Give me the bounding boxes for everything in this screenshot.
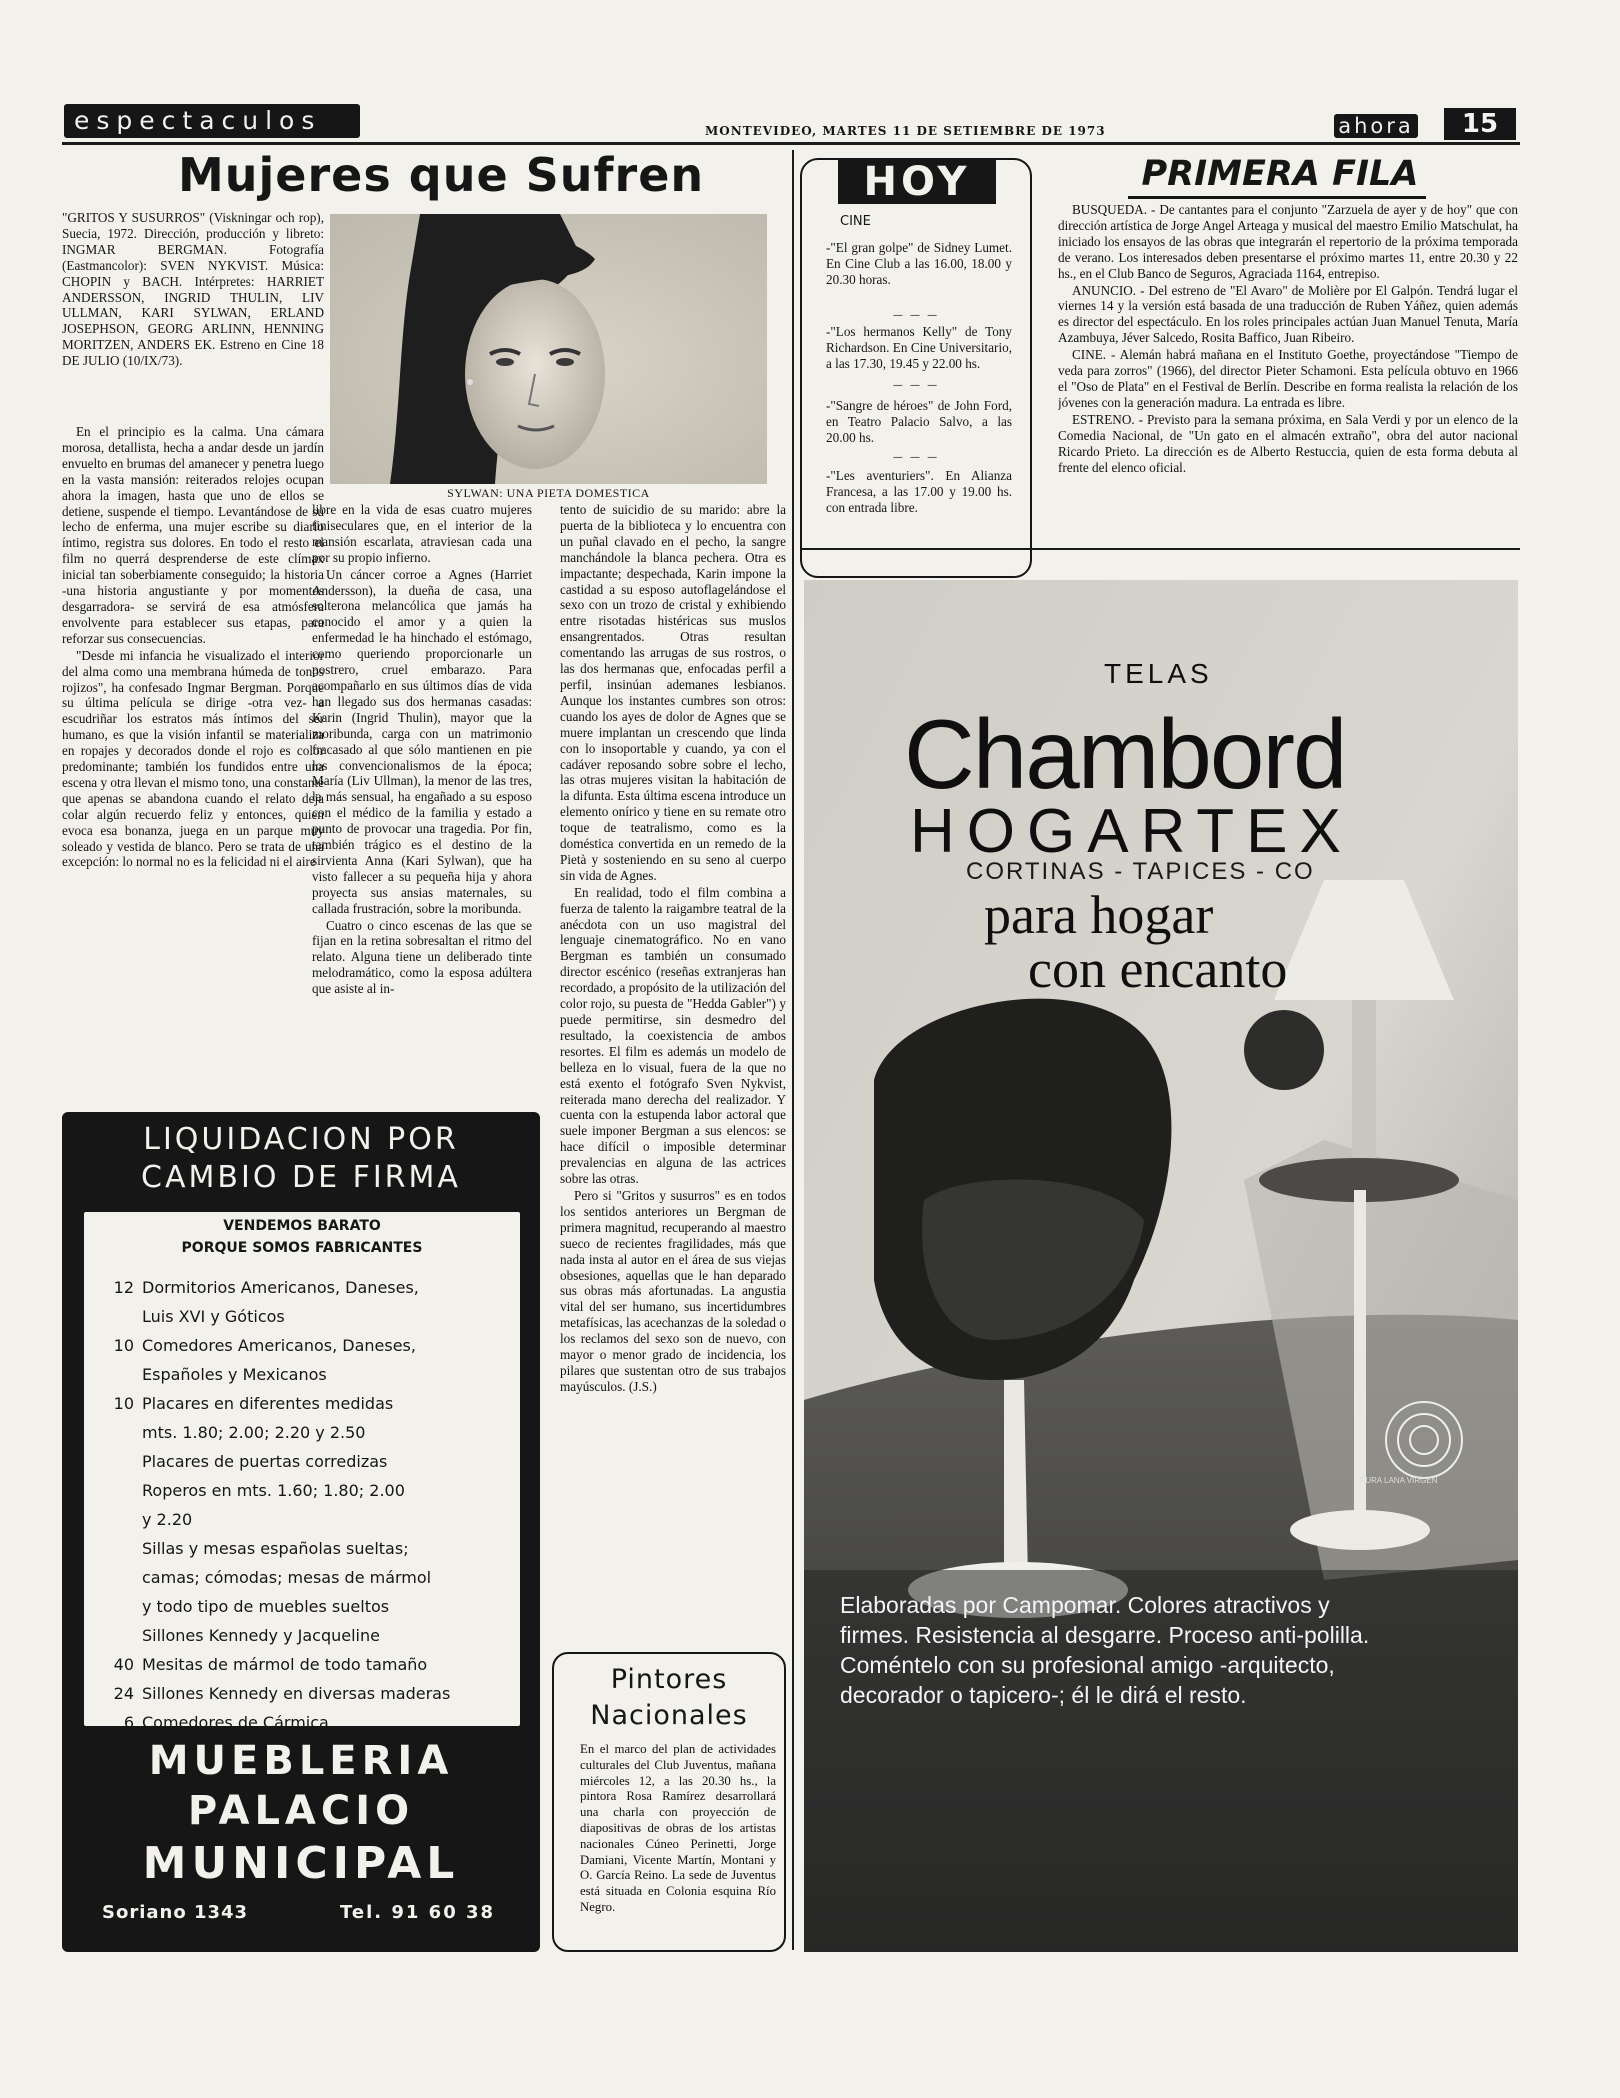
review-credits: "GRITOS Y SUSURROS" (Viskningar och rop), Suecia, 1972. Dirección, producción y libreto: INGMAR BERGMAN. Fotografía (Eastmancolor): SVEN NYKVIST. Música: CHOPIN y BACH. Intérpretes: HARRIET ANDERSSON, INGRID THULIN, LIV ULLMAN, KARI SYLWAN, ERLAND JOSEPHSON, GEORG ARLINN, HENNING MORITZEN, ANDERS EK. Estreno en Cine 18 DE JULIO (10/IX/73). <box>62 210 324 369</box>
dateline: MONTEVIDEO, MARTES 11 DE SETIEMBRE DE 1973 <box>705 124 1106 138</box>
primera-fila-text <box>1058 202 1518 542</box>
ad-telas-label: TELAS <box>1104 658 1213 689</box>
hoy-category: CINE <box>840 214 871 229</box>
wool-mark-icon: PURA LANA VIRGEN <box>1360 1476 1438 1485</box>
ad-footer-line: firmes. Resistencia al desgarre. Proceso anti-polilla. <box>840 1622 1370 1648</box>
header-rule <box>62 142 1520 145</box>
liquidacion-item-text: Roperos en mts. 1.60; 1.80; 2.00 <box>142 1481 405 1500</box>
liquidacion-item-quantity: 10 <box>113 1336 134 1355</box>
review-paragraph: libre en la vida de esas cuatro mujeres finiseculares que, en el interior de la mansión escarlata, atraviesan cada una por su propio infierno. <box>312 502 532 565</box>
store-phone: Tel. 91 60 38 <box>340 1902 496 1923</box>
primera-fila-paragraph: BUSQUEDA. - De cantantes para el conjunto "Zarzuela de ayer y de hoy" que con dirección artística de Jorge Angel Arteaga y musical del maestro Emilio Matschulat, ha iniciado los ensayos de las obras que integrarán el repertorio de la próxima temporada de verano. Los interesados deben presentarse el próximo martes 11, entre 20.30 y 22 hs., en el Club Banco de Seguros, Agraciada 1164, entrepiso. <box>1058 202 1518 281</box>
store-name: MUEBLERIA <box>148 1738 454 1784</box>
liquidacion-item-text: Placares en diferentes medidas <box>142 1394 394 1413</box>
ad-footer-line: decorador o tapicero-; él le dirá el resto. <box>840 1682 1247 1708</box>
hoy-listing: -"Los hermanos Kelly" de Tony Richardson. En Cine Universitario, a las 17.30, 19.45 y 22.00 hs. <box>826 324 1012 371</box>
review-paragraph: En el principio es la calma. Una cámara morosa, detallista, hecha a andar desde un jardín envuelto en brumas del amanecer y penetra luego en la vasta mansión: reiterados relojes ocupan ahora la imagen, hasta que uno de ellos se detiene, suspende el tiempo. Levantándose de su lecho de enferma, una mujer escribe su diario íntimo, registra sus dolores. En todo el resto el film no querrá desprenderse de este clímax inicial tan soberbiamente conseguido; la historia -una historia angustiante y por momentos desgarradora- se servirá de esa atmósfera envolvente para establecer sus etapas, para reforzar sus consecuencias. <box>62 424 324 646</box>
review-paragraph: tento de suicidio de su marido: abre la puerta de la biblioteca y lo encuentra con un puñal clavado en el pecho, la sangre manchándole la blanca pechera. Otra es impactante; despechada, Karin impone la castidad a su esposo autoflagelándose el sexo con un trozo de cristal y exhibiendo entre risotadas histéricas sus muslos ensangrentados. Otras resultan comentando las arrugas de sus rostros, o las dos hermanas que, enfocadas perfil a perfil, insinúan ademanes lesbianos. Aunque los instantes cumbres son otros: cuando los ayes de dolor de Agnes que se muere implantan un crescendo que linda con lo insoportable y cuando, ya con el cadáver reposando sobre sobre el lecho, las otras mujeres visitan la habitación de la difunta. Esta última escena introduce un elemento onírico y tiene en su remate otro toque de teatralismo, como es la doméstica convertida en un remedo de la Pietà y sosteniendo en su seno al cuerpo sin vida de Agnes. <box>560 502 786 883</box>
liquidacion-item-text: Placares de puertas corredizas <box>142 1452 388 1471</box>
primera-fila-paragraph: ESTRENO. - Previsto para la semana próxima, en Sala Verdi y por un elenco de la Comedia Nacional, de "Un gato en el almacén extraño", obra del autor nacional Ricardo Prieto. La dirección es de Alberto Restuccia, quien de esta forma debuta al frente del elenco oficial. <box>1058 411 1518 475</box>
review-paragraph: Un cáncer corroe a Agnes (Harriet Andersson), la dueña de casa, una solterona melancólica que jamás ha conocido el amor y a quien la enfermedad le ha hinchado el estómago, como queriendo proporcionarle un postrero, cruel embarazo. Para acompañarlo en sus últimos días de vida han llegado sus dos hermanas casadas: Karin (Ingrid Thulin), mayor que la moribunda, carga con un matrimonio fracasado al que sólo mantienen en pie los convencionalismos de la época; María (Liv Ullman), la menor de las tres, la más sensual, ha engañado a su esposo con el médico de la familia y estado a punto de provocar una tragedia. Por fin, también trágico es el destino de la sirvienta Anna (Kari Sylwan), que ha visto fallecer a su pequeña hija y ahora proyecta sus ansias maternales, su callada frustración, sobre la moribunda. <box>312 566 532 916</box>
liquidacion-subtitle: PORQUE SOMOS FABRICANTES <box>181 1240 423 1256</box>
hoy-separator: — — — <box>892 452 940 463</box>
section-rule <box>800 548 1520 550</box>
store-address: Soriano 1343 <box>102 1902 249 1923</box>
primera-fila-paragraph: CINE. - Alemán habrá mañana en el Instituto Goethe, proyectándose "Tiempo de veda para zorros" (1966), del director Pieter Schamoni. Esta película obtuvo en 1966 el "Oso de Plata" en el Festival de Berlín. Describe en forma realista la relación de los jóvenes con la generación madura. La entrada es libre. <box>1058 347 1518 410</box>
woman-portrait-image <box>330 214 767 484</box>
liquidacion-item-text: camas; cómodas; mesas de mármol <box>142 1568 432 1587</box>
hoy-title: HOY <box>838 160 996 204</box>
review-paragraph: "Desde mi infancia he visualizado el interior del alma como una membrana húmeda de tonos rojizos", ha confesado Ingmar Bergman. Porque su última película se dirige -otra vez- a escudriñar los estratos más íntimos del ser humano, es que la visión infantil se materializa en ropajes y decorados donde el rojo es color predominante; también los fundidos entre una escena y otra llevan el mismo tono, una constante que apenas se abandona cuando el relato deja colar algún recuerdo feliz y entonces, quien evoca esa bonanza, juega en un parque muy soleado y vestida de blanco. Pero se trata de una excepción: lo normal no es la felicidad ni el aire <box>62 647 324 870</box>
liquidacion-item-quantity: 40 <box>113 1655 134 1674</box>
primera-fila-paragraph: ANUNCIO. - Del estreno de "El Avaro" de Molière por El Galpón. Tendrá lugar el viernes 14 y la versión está basada de una traducción de Ruben Yáñez, quien además es director del espectáculo. En los roles principales actúan Juan Manuel Tenuta, María Azambuya, Jéver Salcedo, Rosita Baffico, Juan Ribeiro. <box>1058 282 1518 346</box>
ad-brand-hogartex: HOGARTEX <box>910 797 1353 866</box>
review-paragraph: Cuatro o cinco escenas de las que se fijan en la retina sobresaltan el ritmo del relato. Alguna tiene un deliberado tinte melodramático, como la esposa adúltera que asiste al in- <box>312 917 532 997</box>
review-column-2 <box>312 502 532 1102</box>
liquidacion-item-text: y todo tipo de muebles sueltos <box>142 1597 390 1616</box>
liquidacion-item-text: Sillas y mesas españolas sueltas; <box>142 1539 409 1558</box>
hoy-listing: -"El gran golpe" de Sidney Lumet. En Cine Club a las 16.00, 18.00 y 20.30 horas. <box>826 240 1012 287</box>
store-name: PALACIO <box>187 1788 415 1834</box>
liquidacion-title: CAMBIO DE FIRMA <box>141 1160 461 1195</box>
review-headline: Mujeres que Sufren <box>178 148 705 202</box>
film-still-photo <box>330 214 767 484</box>
liquidacion-item-text: Sillones Kennedy y Jacqueline <box>142 1626 380 1645</box>
review-paragraph: En realidad, todo el film combina a fuerza de talento la raigambre teatral de la anécdota con un uso magistral del lenguaje cinematográfico. No en vano Bergman es también un consumado director escénico (reseñas extranjeras han recordado, a propósito de la utilización del color rojo, su puesta de "Hedda Gabler") y puede permitirse, sin desmedro del resultado, la coexistencia de ambos resortes. El film es además un modelo de belleza en lo visual, fuera de la que no está exento el fotógrafo Sven Nykvist, reiterada mano derecha del realizador. Y cuenta con la estupenda labor actoral que suele imponer Bergman a sus elencos: se hace difícil o imposible determinar prevalencias en alguna de las actrices sobre las otras. <box>560 884 786 1187</box>
hoy-separator: — — — <box>892 310 940 321</box>
liquidacion-title: LIQUIDACION POR <box>143 1122 459 1157</box>
ad-slogan: para hogar <box>984 885 1214 945</box>
review-column-3 <box>560 502 786 1644</box>
ad-brand-chambord: Chambord <box>904 699 1346 809</box>
liquidacion-item-quantity: 6 <box>123 1713 134 1732</box>
hoy-listing: -"Sangre de héroes" de John Ford, en Teatro Palacio Salvo, a las 20.00 hs. <box>826 398 1012 445</box>
liquidacion-item-text: Comedores de Cármica <box>142 1713 329 1732</box>
ad-slogan: con encanto <box>1028 939 1288 999</box>
ad-footer-line: Elaboradas por Campomar. Colores atractivos y <box>840 1592 1330 1618</box>
hoy-listing: -"Les aventuriers". En Alianza Francesa, a las 17.00 y 19.00 hs. con entrada libre. <box>826 468 1012 515</box>
liquidacion-item-text: Luis XVI y Góticos <box>142 1307 285 1326</box>
primera-fila-title: PRIMERA FILA <box>1141 154 1419 194</box>
newspaper-brand: ahora <box>1334 114 1418 138</box>
pintores-text: En el marco del plan de actividades culturales del Club Juventus, mañana miércoles 12, a las 20.30 hs., la pintora Rosa Ramírez desarrollará una charla con proyección de diapositivas de obras de los artistas nacionales Cúneo Perinetti, Jorge Damiani, Vicente Martín, Montani y O. García Reino. La sede de Juventus está situada en Colonia esquina Río Negro. <box>580 1742 776 1914</box>
column-rule <box>792 150 794 1950</box>
liquidacion-item-text: Españoles y Mexicanos <box>142 1365 327 1384</box>
page-number: 15 <box>1444 108 1516 140</box>
review-column-1 <box>62 424 324 1104</box>
liquidacion-item-text: Sillones Kennedy en diversas maderas <box>142 1684 451 1703</box>
primera-fila-underline <box>1128 196 1426 199</box>
liquidacion-item-text: y 2.20 <box>142 1510 193 1529</box>
hoy-separator: — — — <box>892 380 940 391</box>
ad-product-line: CORTINAS - TAPICES - CO <box>966 858 1315 885</box>
liquidacion-subtitle: VENDEMOS BARATO <box>223 1218 381 1234</box>
store-name: MUNICIPAL <box>142 1838 460 1889</box>
liquidacion-item-text: Mesitas de mármol de todo tamaño <box>142 1655 428 1674</box>
liquidacion-item-quantity: 10 <box>113 1394 134 1413</box>
ad-footer-line: Coméntelo con su profesional amigo -arquitecto, <box>840 1652 1335 1678</box>
liquidacion-item-quantity: 12 <box>113 1278 134 1297</box>
liquidacion-item-quantity: 24 <box>113 1684 134 1703</box>
liquidacion-item-text: Dormitorios Americanos, Daneses, <box>142 1278 419 1297</box>
photo-caption: SYLWAN: UNA PIETA DOMESTICA <box>447 486 650 500</box>
pintores-title: Pintores <box>610 1664 728 1695</box>
ad-footer-text <box>840 1590 1500 1710</box>
liquidacion-item-text: mts. 1.80; 2.00; 2.20 y 2.50 <box>142 1423 366 1442</box>
section-tag: espectaculos <box>64 104 360 138</box>
review-paragraph: Pero si "Gritos y susurros" es en todos los sentidos anteriores un Bergman de primera magnitud, recuperando al maestro sueco de recientes fragilidades, más que nada insta al autor en el área de sus viejas obsesiones, aquellas que le han deparado sus obras más afortunadas. La angustia vital del ser humano, sus incertidumbres metafísicas, las acechanzas de la soledad o los reclamos del sexo son de nuevo, con mayor o menor grado de incidencia, los pilares que sustentan otro de sus trabajos mayúsculos. (J.S.) <box>560 1187 786 1394</box>
chambord-ad <box>804 580 1518 1952</box>
liquidacion-item-text: Comedores Americanos, Daneses, <box>142 1336 416 1355</box>
pintores-title: Nacionales <box>590 1700 748 1731</box>
